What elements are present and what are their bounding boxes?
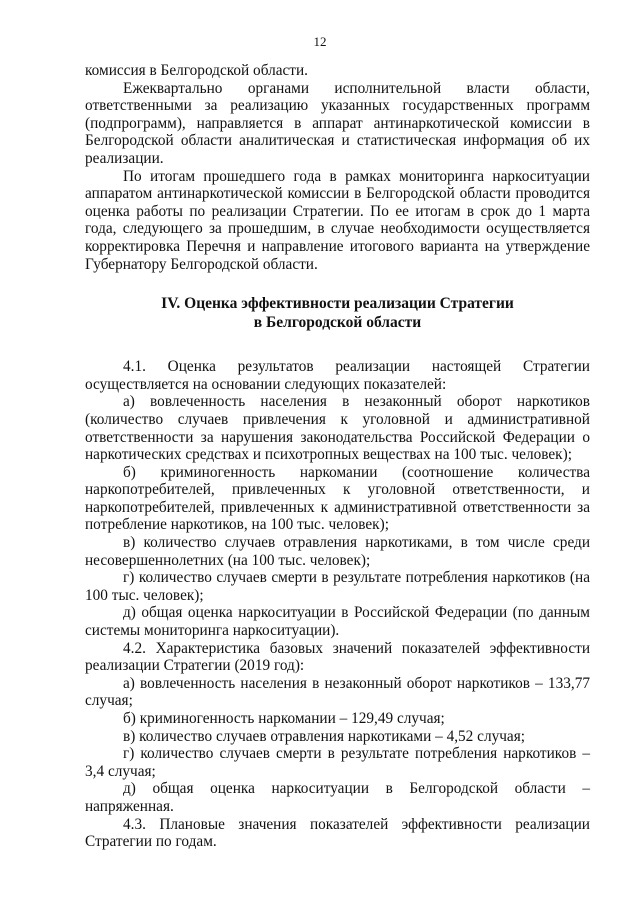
- list-item: б) криминогенность наркомании (соотношение количества наркопотребителей, привлеченных к уголовной ответственности, и наркопотребителей, привлеченных к административной ответственности за потребление наркотиков, на 100 тыс. человек);: [85, 463, 590, 534]
- list-item: а) вовлеченность населения в незаконный оборот наркотиков (количество случаев привлечения к уголовной и административной ответственности за нарушения законодательства Российской Федерации о наркотических средствах и психотропных веществах на 100 тыс. человек);: [85, 393, 590, 464]
- list-item: а) вовлеченность населения в незаконный оборот наркотиков – 133,77 случая;: [85, 674, 590, 710]
- list-item: в) количество случаев отравления наркотиками, в том числе среди несовершеннолетних (на 100 тыс. человек);: [85, 534, 590, 569]
- section-heading-line: в Белгородской области: [253, 313, 422, 331]
- paragraph: 4.1. Оценка результатов реализации настоящей Стратегии осуществляется на основании следующих показателей:: [85, 358, 590, 393]
- section-heading: [85, 295, 590, 332]
- document-body: [85, 62, 590, 851]
- list-item: в) количество случаев отравления наркотиками – 4,52 случая;: [123, 727, 525, 745]
- list-item: б) криминогенность наркомании – 129,49 случая;: [123, 710, 445, 727]
- section-heading-line: IV. Оценка эффективности реализации Стратегии: [161, 295, 514, 313]
- list-item: д) общая оценка наркоситуации в Белгородской области – напряженная.: [85, 780, 590, 815]
- list-item: г) количество случаев смерти в результате потребления наркотиков (на 100 тыс. человек);: [85, 569, 590, 604]
- paragraph: 4.2. Характеристика базовых значений показателей эффективности реализации Стратегии (2019 год):: [85, 639, 590, 675]
- paragraph: комиссия в Белгородской области.: [85, 62, 308, 79]
- paragraph: По итогам прошедшего года в рамках мониторинга наркоситуации аппаратом антинаркотической комиссии в Белгородской области проводится оценка работы по реализации Стратегии. По ее итогам в срок до 1 марта года, следующего за прошедшим, в случае необходимости осуществляется корректировка Перечня и направление итогового варианта на утверждение Губернатору Белгородской области.: [85, 167, 590, 273]
- paragraph: Ежеквартально органами исполнительной власти области, ответственными за реализацию указанных государственных программ (подпрограмм), направляется в аппарат антинаркотической комиссии в Белгородской области аналитическая и статистическая информация об их реализации.: [85, 79, 590, 167]
- page-number: 12: [313, 34, 327, 49]
- list-item: д) общая оценка наркоситуации в Российской Федерации (по данным системы мониторинга наркоситуации).: [85, 604, 590, 640]
- list-item: г) количество случаев смерти в результате потребления наркотиков – 3,4 случая;: [85, 745, 590, 780]
- paragraph: 4.3. Плановые значения показателей эффективности реализации Стратегии по годам.: [85, 815, 590, 851]
